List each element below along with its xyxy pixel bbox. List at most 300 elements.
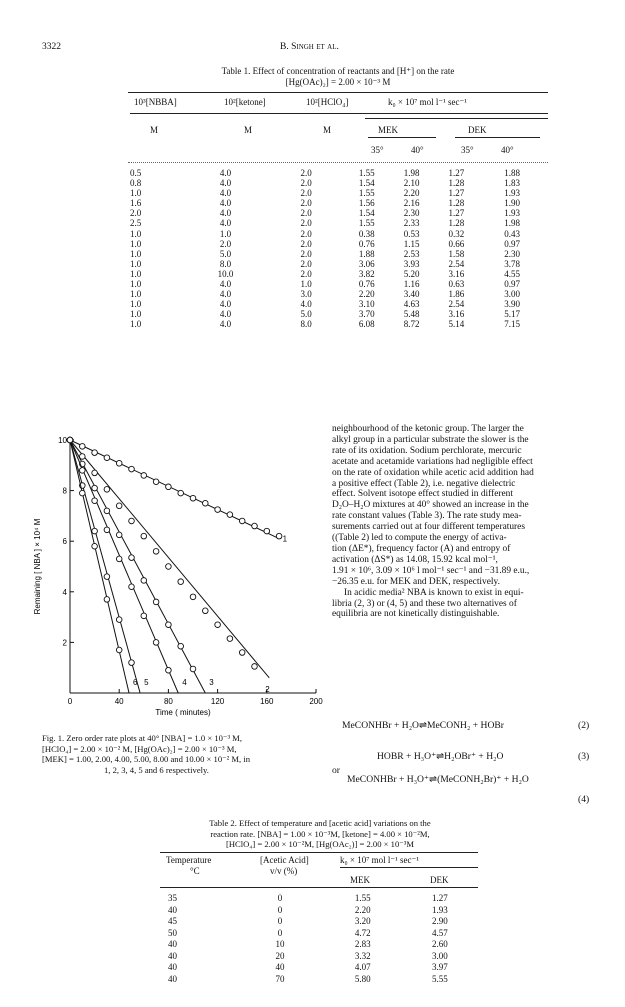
table2-sub-dek: DEK [430, 875, 449, 885]
table-cell: 3.10 [358, 299, 375, 310]
data-point [129, 466, 135, 472]
data-point [239, 518, 245, 524]
data-point [104, 527, 110, 533]
paragraph-2 [332, 588, 594, 621]
data-point [166, 667, 172, 673]
table-cell: 1.0 [130, 299, 142, 310]
table-cell: 3.82 [358, 268, 375, 279]
table1-caption [128, 66, 548, 88]
text-line: neighbourhood of the ketonic group. The larger the [332, 424, 524, 434]
table1-col-k0: k₀ × 10⁷ mol l⁻¹ sec⁻¹ [388, 97, 467, 107]
equation-2-number: (2) [578, 720, 590, 731]
table-cell: 1.54 [358, 178, 375, 189]
table-cell: 2.10 [403, 178, 420, 189]
data-point [116, 503, 122, 509]
table-cell: 2.20 [358, 289, 375, 300]
table-cell: 50 [168, 927, 177, 938]
table-row [128, 259, 548, 269]
x-tick-label: 40 [114, 697, 124, 706]
data-point [80, 468, 86, 474]
table1-col-ketone: 10²[ketone] [224, 97, 266, 107]
paragraph-1 [332, 424, 594, 588]
table-row [128, 309, 548, 319]
table-cell: 3.40 [403, 289, 420, 300]
text-line: equilibria are not kinetically distinguishable. [332, 609, 500, 620]
table-cell: 0.32 [448, 228, 465, 239]
page-number: 3322 [42, 42, 61, 52]
table-cell: 4.0 [219, 309, 232, 320]
table-row [128, 269, 548, 279]
table-cell: 1.98 [504, 218, 521, 229]
data-point [92, 470, 98, 476]
table-cell: 8.0 [300, 319, 312, 330]
table-cell: 3.00 [432, 950, 448, 961]
table-cell: 4.0 [219, 208, 232, 219]
table-cell: 3.16 [448, 268, 465, 279]
table-cell: 4.0 [219, 178, 232, 189]
table1-temp-mek-35: 35° [371, 145, 384, 155]
table2-col-temp: Temperature [166, 855, 212, 865]
table1-body-rule [128, 162, 548, 163]
table-cell: 2.0 [219, 238, 232, 249]
series-line [70, 440, 277, 537]
table2-unit-temp: °C [190, 866, 200, 876]
table-cell: 40 [168, 973, 177, 984]
data-point [153, 479, 159, 485]
x-tick-label: 120 [210, 697, 225, 706]
table-cell: 5.14 [448, 319, 465, 330]
data-point [215, 622, 221, 628]
table-row [128, 208, 548, 218]
table-cell: 1.27 [432, 893, 448, 903]
table2 [160, 893, 478, 985]
running-head: B. Singh et al. [280, 42, 339, 52]
table-row [128, 279, 548, 289]
table-cell: 4.0 [219, 279, 232, 290]
table-cell: 1.55 [358, 218, 375, 229]
table-cell: 1.16 [403, 279, 420, 290]
figure1-chart [26, 428, 326, 728]
table-cell: 1.27 [448, 168, 465, 178]
table1-top-rule [128, 92, 548, 93]
data-point [239, 650, 245, 656]
table-cell: 35 [168, 893, 177, 903]
table-cell: 1.88 [504, 168, 521, 178]
table-cell: 1.88 [358, 248, 375, 259]
table-cell: 3.06 [358, 258, 375, 269]
series-label: 6 [133, 678, 138, 687]
table-cell: 40 [168, 950, 177, 961]
text-line: In acidic media² NBA is known to exist in equi- [344, 587, 524, 598]
data-point [190, 666, 196, 672]
table-cell: 5.17 [504, 309, 521, 320]
table-cell: 0.43 [504, 228, 521, 239]
data-point [104, 508, 110, 514]
y-tick-label: 8 [62, 486, 67, 496]
table-cell: 0 [277, 927, 283, 938]
table-cell: 1.28 [448, 198, 465, 209]
data-point [264, 528, 270, 534]
table-cell: 1.6 [130, 198, 142, 209]
data-point [92, 543, 98, 549]
text-line: rate of its oxidation. Sodium perchlorate, mercuric [332, 445, 522, 456]
table-cell: 1.0 [130, 248, 142, 259]
table1-body [128, 168, 548, 330]
table-cell: 4.0 [300, 299, 312, 310]
data-point [104, 597, 110, 603]
table-cell: 0 [277, 904, 283, 915]
text-line: 1.91 × 10⁶, 3.09 × 10⁶ l mol⁻¹ sec⁻¹ and −31.89 e.u., [332, 565, 530, 576]
table-cell: 4.0 [219, 188, 232, 199]
table-row [128, 218, 548, 228]
data-point [129, 660, 135, 666]
table-cell: 2.60 [432, 939, 448, 949]
equation-4: MeCONHBr + H₃O⁺⇌(MeCONH₂Br)⁺ + H₂O [347, 774, 529, 785]
table-cell: 2.0 [300, 188, 312, 199]
table1-title-line2: [Hg(OAc)₂] = 2.00 × 10⁻³ M [285, 77, 391, 87]
table-cell: 2.83 [354, 939, 371, 949]
y-axis-label: Remaining [ NBA ] × 10⁴ M [33, 518, 42, 615]
table-cell: 3.32 [354, 950, 371, 961]
data-point [141, 613, 147, 619]
text-line: libria (2, 3) or (4, 5) and these two alternatives of [332, 598, 517, 609]
table-row [128, 239, 548, 249]
data-point [153, 640, 159, 646]
equation-3-number: (3) [578, 751, 590, 762]
table2-header [160, 855, 478, 895]
equation-2: MeCONHBr + H₂O⇌MeCONH₂ + HOBr [342, 720, 504, 731]
table-row [128, 249, 548, 259]
table-cell: 40 [168, 962, 177, 972]
data-point [178, 579, 184, 585]
figure1-caption-line3: [MEK] = 1.00, 2.00, 4.00, 5.00, 8.00 and 10.00 × 10⁻² M, in [42, 754, 251, 765]
table-cell: 4.57 [432, 927, 448, 938]
table-cell: 0 [277, 916, 283, 926]
table-cell: 2.30 [504, 248, 521, 259]
y-tick-label: 6 [62, 537, 67, 547]
data-point [276, 533, 282, 539]
table-cell: 1.0 [300, 279, 312, 290]
equation-3: HOBR + H₃O⁺⇌H₂OBr⁺ + H₂O [377, 751, 504, 762]
table-cell: 2.0 [130, 208, 142, 219]
table-cell: 2.20 [403, 188, 420, 199]
table-cell: 1.0 [130, 309, 142, 320]
data-point [227, 512, 233, 518]
table1-col-hclo4: 10²[HClO₄] [306, 97, 349, 107]
table-cell: 1.56 [358, 198, 375, 209]
table1-col-nbba: 10³[NBBA] [134, 97, 177, 107]
table2-header-rule [160, 887, 478, 888]
table-cell: 3.20 [354, 916, 371, 926]
text-line: rate constant values (Table 3). The rate study mea- [332, 511, 522, 522]
table-row [160, 928, 478, 940]
table-cell: 1.55 [358, 188, 375, 199]
table-cell: 1.0 [130, 188, 142, 199]
data-point [141, 578, 147, 584]
table-cell: 3.97 [432, 962, 448, 972]
text-line: tion (ΔE*), frequency factor (A) and entropy of [332, 543, 511, 554]
data-point [129, 518, 135, 524]
table-row [160, 905, 478, 917]
figure1 [26, 428, 326, 728]
table-row [160, 974, 478, 986]
figure1-caption [42, 733, 317, 775]
table-cell: 2.0 [300, 218, 312, 229]
table-cell: 2.0 [300, 258, 312, 269]
table-cell: 4.07 [354, 962, 371, 972]
data-point [116, 460, 122, 466]
table-row [128, 198, 548, 208]
table1-dek-rule [455, 137, 540, 138]
series-line [70, 440, 129, 693]
data-point [178, 643, 184, 649]
table-cell: 5.80 [354, 973, 371, 984]
series-line [70, 440, 269, 678]
table2-top-rule [160, 852, 478, 853]
table-cell: 5.0 [300, 309, 312, 320]
table-cell: 40 [275, 962, 285, 972]
table-cell: 2.5 [130, 218, 142, 229]
table1-header-rule [130, 113, 548, 114]
table1-title-line1: Table 1. Effect of concentration of reactants and [H⁺] on the rate [221, 66, 455, 76]
table-cell: 2.0 [300, 268, 312, 279]
data-point [166, 564, 172, 570]
text-line: alkyl group in a particular substrate the slower is the [332, 434, 529, 445]
table2-caption [160, 818, 480, 850]
table-cell: 40 [168, 939, 177, 949]
table2-col-k0: k₀ × 10⁷ mol l⁻¹ sec⁻¹ [340, 855, 419, 865]
data-point [215, 507, 221, 513]
data-point [129, 555, 135, 561]
table-cell: 3.93 [403, 258, 420, 269]
table-cell: 4.0 [219, 299, 232, 310]
table-cell: 8.72 [403, 319, 420, 330]
table1-sub-mek: MEK [378, 125, 398, 135]
table-cell: 10.0 [217, 268, 234, 279]
table-cell: 1.0 [130, 268, 142, 279]
table-cell: 0.53 [403, 228, 420, 239]
text-line: acetate and acetamide variations had negligible effect [332, 456, 533, 467]
table-cell: 2.53 [403, 248, 420, 259]
table-cell: 70 [275, 973, 285, 984]
table-cell: 1.55 [354, 893, 371, 903]
data-point [190, 495, 196, 501]
table1-temp-dek-40: 40° [501, 145, 514, 155]
table-cell: 20 [275, 950, 285, 961]
x-tick-label: 0 [67, 697, 73, 706]
table-row [128, 299, 548, 309]
table-cell: 1.28 [448, 218, 465, 229]
table-cell: 1.93 [432, 904, 448, 915]
data-point [116, 556, 122, 562]
table-row [128, 168, 548, 178]
table-cell: 1.86 [448, 289, 465, 300]
table2-k0-rule [340, 867, 478, 868]
table-cell: 5.20 [403, 268, 420, 279]
table-cell: 5.55 [432, 973, 448, 984]
text-line: a positive effect (Table 2), i.e. negative dielectric [332, 478, 516, 489]
table1-temp-dek-35: 35° [461, 145, 474, 155]
table-cell: 0.5 [130, 168, 142, 178]
data-point [92, 498, 98, 504]
table-cell: 5.0 [219, 248, 232, 259]
table-cell: 2.0 [300, 208, 312, 219]
table-cell: 5.48 [403, 309, 420, 320]
table-cell: 1.90 [504, 198, 521, 209]
table-cell: 4.0 [219, 218, 232, 229]
table-row [160, 916, 478, 928]
data-point [141, 473, 147, 479]
table1-unit-ketone: M [244, 125, 253, 135]
table-cell: 3.90 [504, 299, 521, 310]
table-cell: 2.0 [300, 198, 312, 209]
data-point [129, 584, 135, 590]
table-row [128, 229, 548, 239]
table-cell: 0.97 [504, 279, 521, 290]
table-cell: 3.70 [358, 309, 375, 320]
data-point [227, 636, 233, 642]
table2-sub-mek: MEK [350, 875, 370, 885]
or-word: or [332, 765, 340, 776]
table-cell: 45 [168, 916, 177, 926]
table1-mek-rule [368, 137, 436, 138]
table-cell: 6.08 [358, 319, 375, 330]
table-cell: 1.28 [448, 178, 465, 189]
table-cell: 1.27 [448, 188, 465, 199]
text-line: effect. Solvent isotope effect studied in different [332, 489, 513, 500]
data-point [203, 608, 209, 614]
data-point [203, 500, 209, 506]
table1 [128, 168, 548, 330]
series-label: 3 [209, 678, 214, 687]
data-point [153, 549, 159, 555]
text-line: −26.35 e.u. for MEK and DEK, respectively. [332, 576, 500, 587]
table-cell: 2.54 [448, 258, 465, 269]
table-row [128, 289, 548, 299]
body-text [332, 424, 594, 620]
figure1-caption-line1: Fig. 1. Zero order rate plots at 40° [NBA] = 1.0 × 10⁻³ M, [42, 733, 242, 743]
table-cell: 4.55 [504, 268, 521, 279]
data-point [67, 437, 73, 443]
data-point [116, 617, 122, 623]
table-cell: 2.30 [403, 208, 420, 219]
text-line: activation (ΔS*) as 14.08, 15.92 kcal mol⁻¹, [332, 554, 498, 565]
y-tick-label: 2 [62, 638, 67, 648]
table-row [160, 893, 478, 905]
table-cell: 0.97 [504, 238, 521, 249]
table-cell: 2.16 [403, 198, 420, 209]
table-cell: 1.55 [358, 168, 375, 178]
y-tick-label: 10 [58, 436, 67, 445]
table-row [128, 319, 548, 329]
table1-temp-mek-40: 40° [411, 145, 424, 155]
table-cell: 2.0 [300, 248, 312, 259]
table-cell: 0 [277, 893, 283, 903]
data-point [116, 647, 122, 653]
table-cell: 1.0 [130, 258, 142, 269]
data-point [80, 444, 86, 450]
table-cell: 4.63 [403, 299, 420, 310]
table-cell: 1.0 [130, 279, 142, 290]
data-point [104, 455, 110, 461]
table-cell: 2.20 [354, 904, 371, 915]
table-cell: 1.58 [448, 248, 465, 259]
table2-col-acid: [Acetic Acid] [260, 855, 309, 865]
data-point [92, 450, 98, 456]
table-cell: 2.90 [432, 916, 448, 926]
table-cell: 0.76 [358, 238, 375, 249]
data-point [80, 490, 86, 496]
table-cell: 2.54 [448, 299, 465, 310]
table-cell: 2.0 [300, 238, 312, 249]
figure1-caption-line2: [HClO₄] = 2.00 × 10⁻² M, [Hg(OAc)₂] = 2.00 × 10⁻³ M, [42, 743, 237, 754]
text-line: D₂O–H₂O mixtures at 40° showed an increase in the [332, 500, 529, 511]
table-cell: 4.0 [219, 168, 232, 178]
table-cell: 4.0 [219, 319, 232, 330]
table-row [128, 178, 548, 188]
table-cell: 1.0 [219, 228, 232, 239]
series-line [70, 440, 205, 693]
series-line [70, 440, 140, 693]
table-cell: 1.0 [130, 319, 142, 330]
data-point [252, 523, 258, 529]
table-cell: 2.0 [300, 168, 312, 178]
data-point [178, 490, 184, 496]
table-cell: 1.98 [403, 168, 420, 178]
table-row [160, 962, 478, 974]
table-cell: 2.0 [300, 228, 312, 239]
table1-k0-rule [365, 118, 548, 119]
table-cell: 0.38 [358, 228, 375, 239]
table2-title-line3: [HClO₄] = 2.00 × 10⁻²M, [Hg(OAc₂)] = 2.00 × 10⁻³M [225, 839, 415, 849]
series-line [70, 440, 178, 693]
data-point [166, 622, 172, 628]
data-point [92, 528, 98, 534]
table-cell: 3.78 [504, 258, 521, 269]
data-point [116, 532, 122, 538]
data-point [104, 574, 110, 580]
table-cell: 7.15 [504, 319, 521, 330]
table-cell: 1.83 [504, 178, 521, 189]
table-row [160, 951, 478, 963]
table-cell: 1.0 [130, 228, 142, 239]
data-point [252, 664, 258, 670]
table2-unit-acid: v/v (%) [270, 866, 298, 876]
table-cell: 4.72 [354, 927, 371, 938]
y-tick-label: 4 [62, 587, 67, 597]
text-line: ((Table 2) led to compute the energy of activa- [332, 533, 507, 544]
x-tick-label: 200 [309, 697, 323, 706]
table-cell: 8.0 [219, 258, 232, 269]
table2-title-line2: reaction rate. [NBA] = 1.00 × 10⁻³M, [ketone] = 4.00 × 10⁻²M, [210, 828, 430, 839]
text-line: on the rate of oxidation while acetic acid addition had [332, 467, 534, 478]
data-point [104, 487, 110, 493]
series-label: 1 [282, 534, 288, 544]
data-point [190, 594, 196, 600]
table-row [128, 188, 548, 198]
x-axis-label: Time ( minutes) [155, 708, 211, 717]
table-cell: 1.27 [448, 208, 465, 219]
data-point [153, 599, 159, 605]
table-cell: 1.0 [130, 289, 142, 300]
table-cell: 1.54 [358, 208, 375, 219]
series-label: 4 [182, 678, 187, 687]
table-cell: 3.0 [300, 289, 312, 300]
table-cell: 0.63 [448, 279, 465, 290]
table1-unit-hclo4: M [323, 125, 332, 135]
table2-title-line1: Table 2. Effect of temperature and [acetic acid] variations on the [209, 818, 431, 828]
table-cell: 3.00 [504, 289, 521, 300]
